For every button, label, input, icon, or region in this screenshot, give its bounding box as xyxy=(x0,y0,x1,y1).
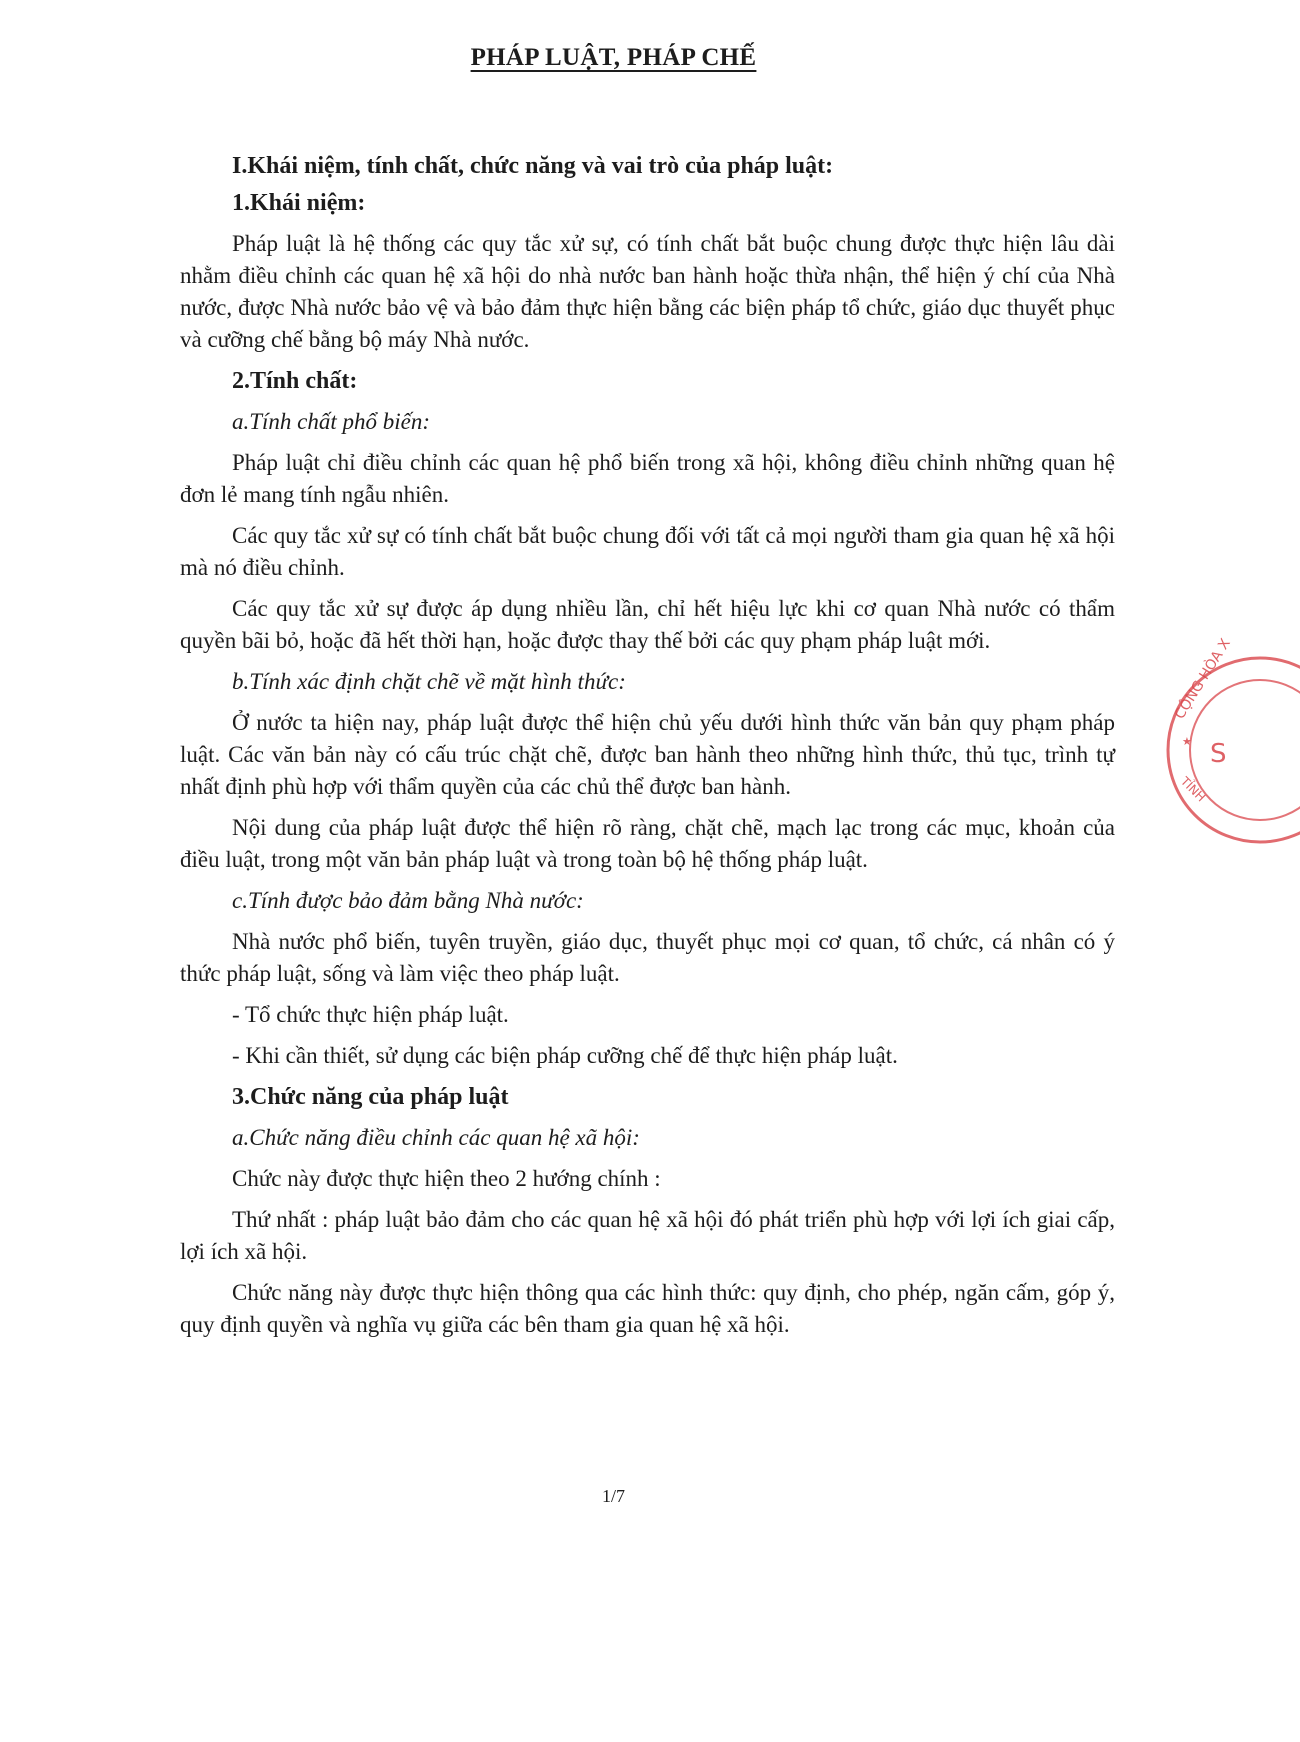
italic-subheading: b.Tính xác định chặt chẽ về mặt hình thức: xyxy=(232,669,626,694)
svg-text:CỘNG HÒA X: CỘNG HÒA X xyxy=(1171,636,1234,723)
paragraph: Pháp luật là hệ thống các quy tắc xử sự, có tính chất bắt buộc chung được thực hiện lâu dài nhằm điều chỉnh các quan hệ xã hội do nhà nước ban hành hoặc thừa nhận, thể hiện ý chí của Nhà nước, được Nhà nước bảo vệ và bảo đảm thực hiện bằng các biện pháp tổ chức, giáo dục thuyết phục và cưỡng chế bằng bộ máy Nhà nước. xyxy=(180,231,1115,352)
paragraph: Nhà nước phổ biến, tuyên truyền, giáo dục, thuyết phục mọi cơ quan, tổ chức, cá nhân có ý thức pháp luật, sống và làm việc theo pháp luật. xyxy=(180,929,1115,986)
official-stamp-icon xyxy=(1160,636,1300,850)
subsection-heading: 3.Chức năng của pháp luật xyxy=(232,1084,509,1110)
page-number: 1/7 xyxy=(601,1486,625,1506)
document-title-text: PHÁP LUẬT, PHÁP CHẾ xyxy=(470,44,757,71)
paragraph: Các quy tắc xử sự có tính chất bắt buộc chung đối với tất cả mọi người tham gia quan hệ xã hội mà nó điều chỉnh. xyxy=(180,523,1115,580)
paragraph: Chức năng này được thực hiện thông qua các hình thức: quy định, cho phép, ngăn cấm, góp ý, quy định quyền và nghĩa vụ giữa các bên tham gia quan hệ xã hội. xyxy=(180,1280,1115,1337)
italic-subheading: a.Chức năng điều chỉnh các quan hệ xã hội: xyxy=(232,1125,640,1150)
bullet-item: - Khi cần thiết, sử dụng các biện pháp cưỡng chế để thực hiện pháp luật. xyxy=(232,1043,898,1068)
svg-text:S: S xyxy=(1210,739,1227,769)
document-title xyxy=(0,44,1227,72)
svg-text:★: ★ xyxy=(1182,735,1192,748)
subsection-heading: 2.Tính chất: xyxy=(232,368,358,394)
bullet-item: - Tổ chức thực hiện pháp luật. xyxy=(232,1002,509,1027)
paragraph: Các quy tắc xử sự được áp dụng nhiều lần, chỉ hết hiệu lực khi cơ quan Nhà nước có thẩm quyền bãi bỏ, hoặc đã hết thời hạn, hoặc được thay thế bởi các quy phạm pháp luật mới. xyxy=(180,596,1115,653)
paragraph: Nội dung của pháp luật được thể hiện rõ ràng, chặt chẽ, mạch lạc trong các mục, khoản của điều luật, trong một văn bản pháp luật và trong toàn bộ hệ thống pháp luật. xyxy=(180,815,1115,872)
italic-subheading: c.Tính được bảo đảm bằng Nhà nước: xyxy=(232,888,584,913)
paragraph: Ở nước ta hiện nay, pháp luật được thể hiện chủ yếu dưới hình thức văn bản quy phạm pháp luật. Các văn bản này có cấu trúc chặt chẽ, được ban hành theo những hình thức, thủ tục, trình tự nhất định phù hợp với thẩm quyền của các chủ thể được ban hành. xyxy=(180,710,1115,799)
italic-subheading: a.Tính chất phổ biến: xyxy=(232,409,431,434)
section-heading: I.Khái niệm, tính chất, chức năng và vai trò của pháp luật: xyxy=(232,153,834,179)
paragraph: Pháp luật chỉ điều chỉnh các quan hệ phổ biến trong xã hội, không điều chỉnh những quan hệ đơn lẻ mang tính ngẫu nhiên. xyxy=(180,450,1115,507)
paragraph: Thứ nhất : pháp luật bảo đảm cho các quan hệ xã hội đó phát triển phù hợp với lợi ích giai cấp, lợi ích xã hội. xyxy=(180,1207,1115,1264)
subsection-heading: 1.Khái niệm: xyxy=(232,190,366,216)
svg-text:TỈNH: TỈNH xyxy=(1177,774,1209,805)
paragraph: Chức này được thực hiện theo 2 hướng chính : xyxy=(232,1166,661,1191)
document-body xyxy=(180,150,1115,1350)
